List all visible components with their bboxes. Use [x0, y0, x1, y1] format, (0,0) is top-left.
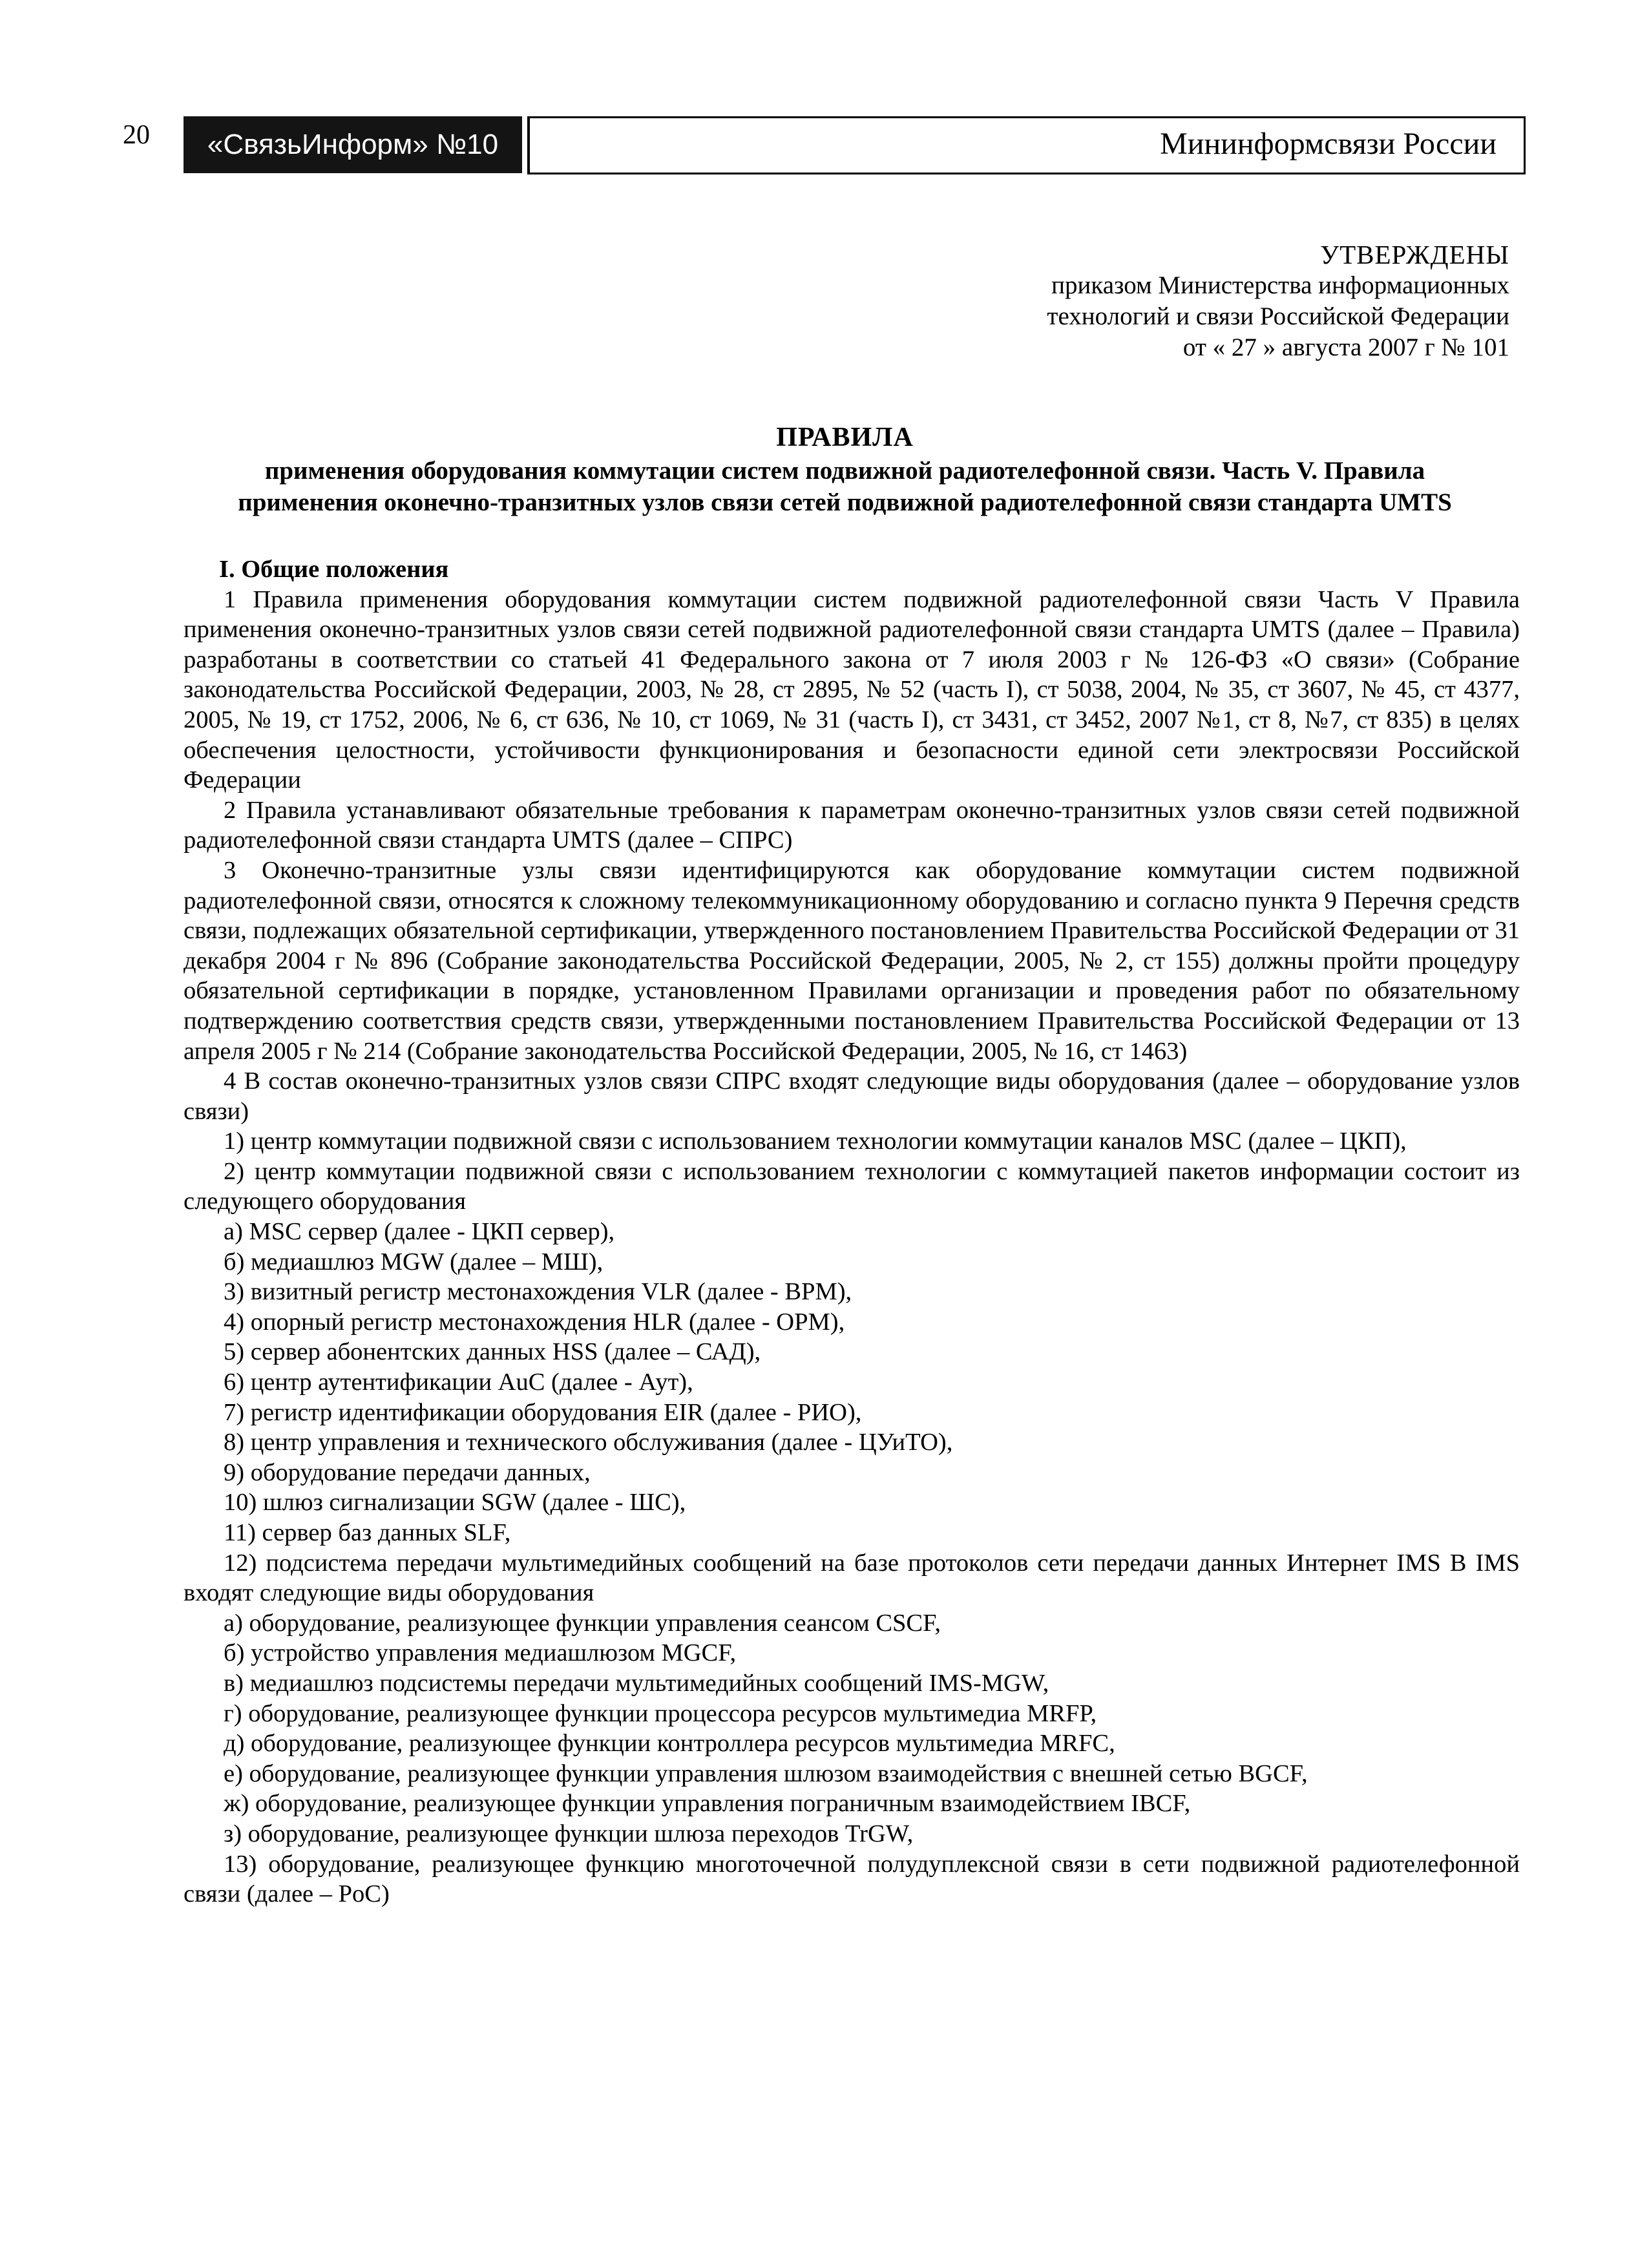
- document-title: [178, 420, 1512, 518]
- list-item: 6) центр аутентификации AuC (далее - Аут),: [224, 1369, 693, 1396]
- list-item: 4) опорный регистр местонахождения HLR (далее - ОРМ),: [224, 1308, 845, 1336]
- list-item: е) оборудование, реализующее функции управления шлюзом взаимодействия с внешней сетью BGCF,: [224, 1759, 1308, 1787]
- magazine-title: «СвязьИнформ» №10: [184, 116, 522, 173]
- subtitle-line-2: применения оконечно-транзитных узлов связи сетей подвижной радиотелефонной связи стандарта UMTS: [238, 488, 1452, 516]
- approval-line-3: от « 27 » августа 2007 г № 101: [1182, 333, 1509, 361]
- list-item: а) MSC сервер (далее - ЦКП сервер),: [224, 1218, 615, 1246]
- paragraph-3: 3 Оконечно-транзитные узлы связи идентифицируются как оборудование коммутации систем подвижной радиотелефонной связи, относятся к сложному телекоммуникационному оборудованию и согласно пункта 9 Перечня средств связи, подлежащих обязательной сертификации, утвержденного постановлением Правительства Российской Федерации от 31 декабря 2004 г № 896 (Собрание законодательства Российской Федерации, 2005, № 2, ст 155) должны пройти процедуру обязательной сертификации в порядке, установленном Правилами организации и проведения работ по обязательному подтверждению соответствия средств связи, утвержденными постановлением Правительства Российской Федерации от 13 апреля 2005 г № 214 (Собрание законодательства Российской Федерации, 2005, № 16, ст 1463): [184, 856, 1520, 1065]
- list-item: 5) сервер абонентских данных HSS (далее – САД),: [224, 1338, 761, 1366]
- section-heading: I. Общие положения: [219, 556, 449, 583]
- page-number: 20: [123, 120, 150, 150]
- approval-block: [1047, 239, 1509, 363]
- list-item: ж) оборудование, реализующее функции управления пограничным взаимодействием IBCF,: [224, 1790, 1191, 1818]
- page-header: [0, 116, 1649, 174]
- paragraph-2: 2 Правила устанавливают обязательные требования к параметрам оконечно-транзитных узлов связи сетей подвижной радиотелефонной связи стандарта UMTS (далее – СПРС): [184, 796, 1520, 854]
- paragraph-5: 1) центр коммутации подвижной связи с использованием технологии коммутации каналов MSC (далее – ЦКП),: [224, 1128, 1407, 1155]
- approval-line-1: приказом Министерства информационных: [1051, 271, 1509, 299]
- list-item: 8) центр управления и технического обслуживания (далее - ЦУиТО),: [224, 1429, 953, 1456]
- document-body: [184, 554, 1520, 1909]
- paragraph-8: 13) оборудование, реализующее функцию многоточечной полудуплексной связи в сети подвижной радиотелефонной связи (далее – PoC): [184, 1850, 1520, 1908]
- title: ПРАВИЛА: [776, 423, 914, 452]
- list-item: 10) шлюз сигнализации SGW (далее - ШС),: [224, 1489, 686, 1517]
- ministry-name: Мининформсвязи России: [1160, 127, 1497, 161]
- list-item: б) устройство управления медиашлюзом MGCF,: [224, 1639, 737, 1667]
- list-item: з) оборудование, реализующее функции шлюза переходов TrGW,: [224, 1820, 914, 1847]
- list-item: г) оборудование, реализующее функции процессора ресурсов мультимедиа MRFP,: [224, 1699, 1097, 1727]
- list-item: 9) оборудование передачи данных,: [224, 1458, 591, 1486]
- list-item: 3) визитный регистр местонахождения VLR (далее - ВРМ),: [224, 1278, 852, 1306]
- list-item: в) медиашлюз подсистемы передачи мультимедийных сообщений IMS-MGW,: [224, 1669, 1049, 1697]
- list-item: д) оборудование, реализующее функции контроллера ресурсов мультимедиа MRFC,: [224, 1730, 1115, 1758]
- list-item: 11) сервер баз данных SLF,: [224, 1519, 511, 1546]
- ministry-box: [527, 116, 1526, 174]
- paragraph-6: 2) центр коммутации подвижной связи с использованием технологии с коммутацией пакетов информации состоит из следующего оборудования: [184, 1157, 1520, 1215]
- subtitle-line-1: применения оборудования коммутации систем подвижной радиотелефонной связи. Часть V. Правила: [264, 457, 1425, 485]
- list-item: а) оборудование, реализующее функции управления сеансом CSCF,: [224, 1609, 941, 1637]
- list-item: 7) регистр идентификации оборудования EIR (далее - РИО),: [224, 1398, 862, 1426]
- approval-line-2: технологий и связи Российской Федерации: [1047, 302, 1509, 330]
- paragraph-4: 4 В состав оконечно-транзитных узлов связи СПРС входят следующие виды оборудования (далее – оборудование узлов связи): [184, 1067, 1520, 1125]
- paragraph-7: 12) подсистема передачи мультимедийных сообщений на базе протоколов сети передачи данных Интернет IMS В IMS входят следующие виды оборудования: [184, 1549, 1520, 1607]
- approval-title: УТВЕРЖДЕНЫ: [1320, 240, 1509, 269]
- paragraph-1: 1 Правила применения оборудования коммутации систем подвижной радиотелефонной связи Часть V Правила применения оконечно-транзитных узлов связи сетей подвижной радиотелефонной связи стандарта UMTS (далее – Правила) разработаны в соответствии со статьей 41 Федерального закона от 7 июля 2003 г № 126-ФЗ «О связи» (Собрание законодательства Российской Федерации, 2003, № 28, ст 2895, № 52 (часть I), ст 5038, 2004, № 35, ст 3607, № 45, ст 4377, 2005, № 19, ст 1752, 2006, № 6, ст 636, № 10, ст 1069, № 31 (часть I), ст 3431, ст 3452, 2007 №1, ст 8, №7, ст 835) в целях обеспечения целостности, устойчивости функционирования и безопасности единой сети электросвязи Российской Федерации: [184, 585, 1520, 794]
- list-item: б) медиашлюз MGW (далее – МШ),: [224, 1248, 604, 1276]
